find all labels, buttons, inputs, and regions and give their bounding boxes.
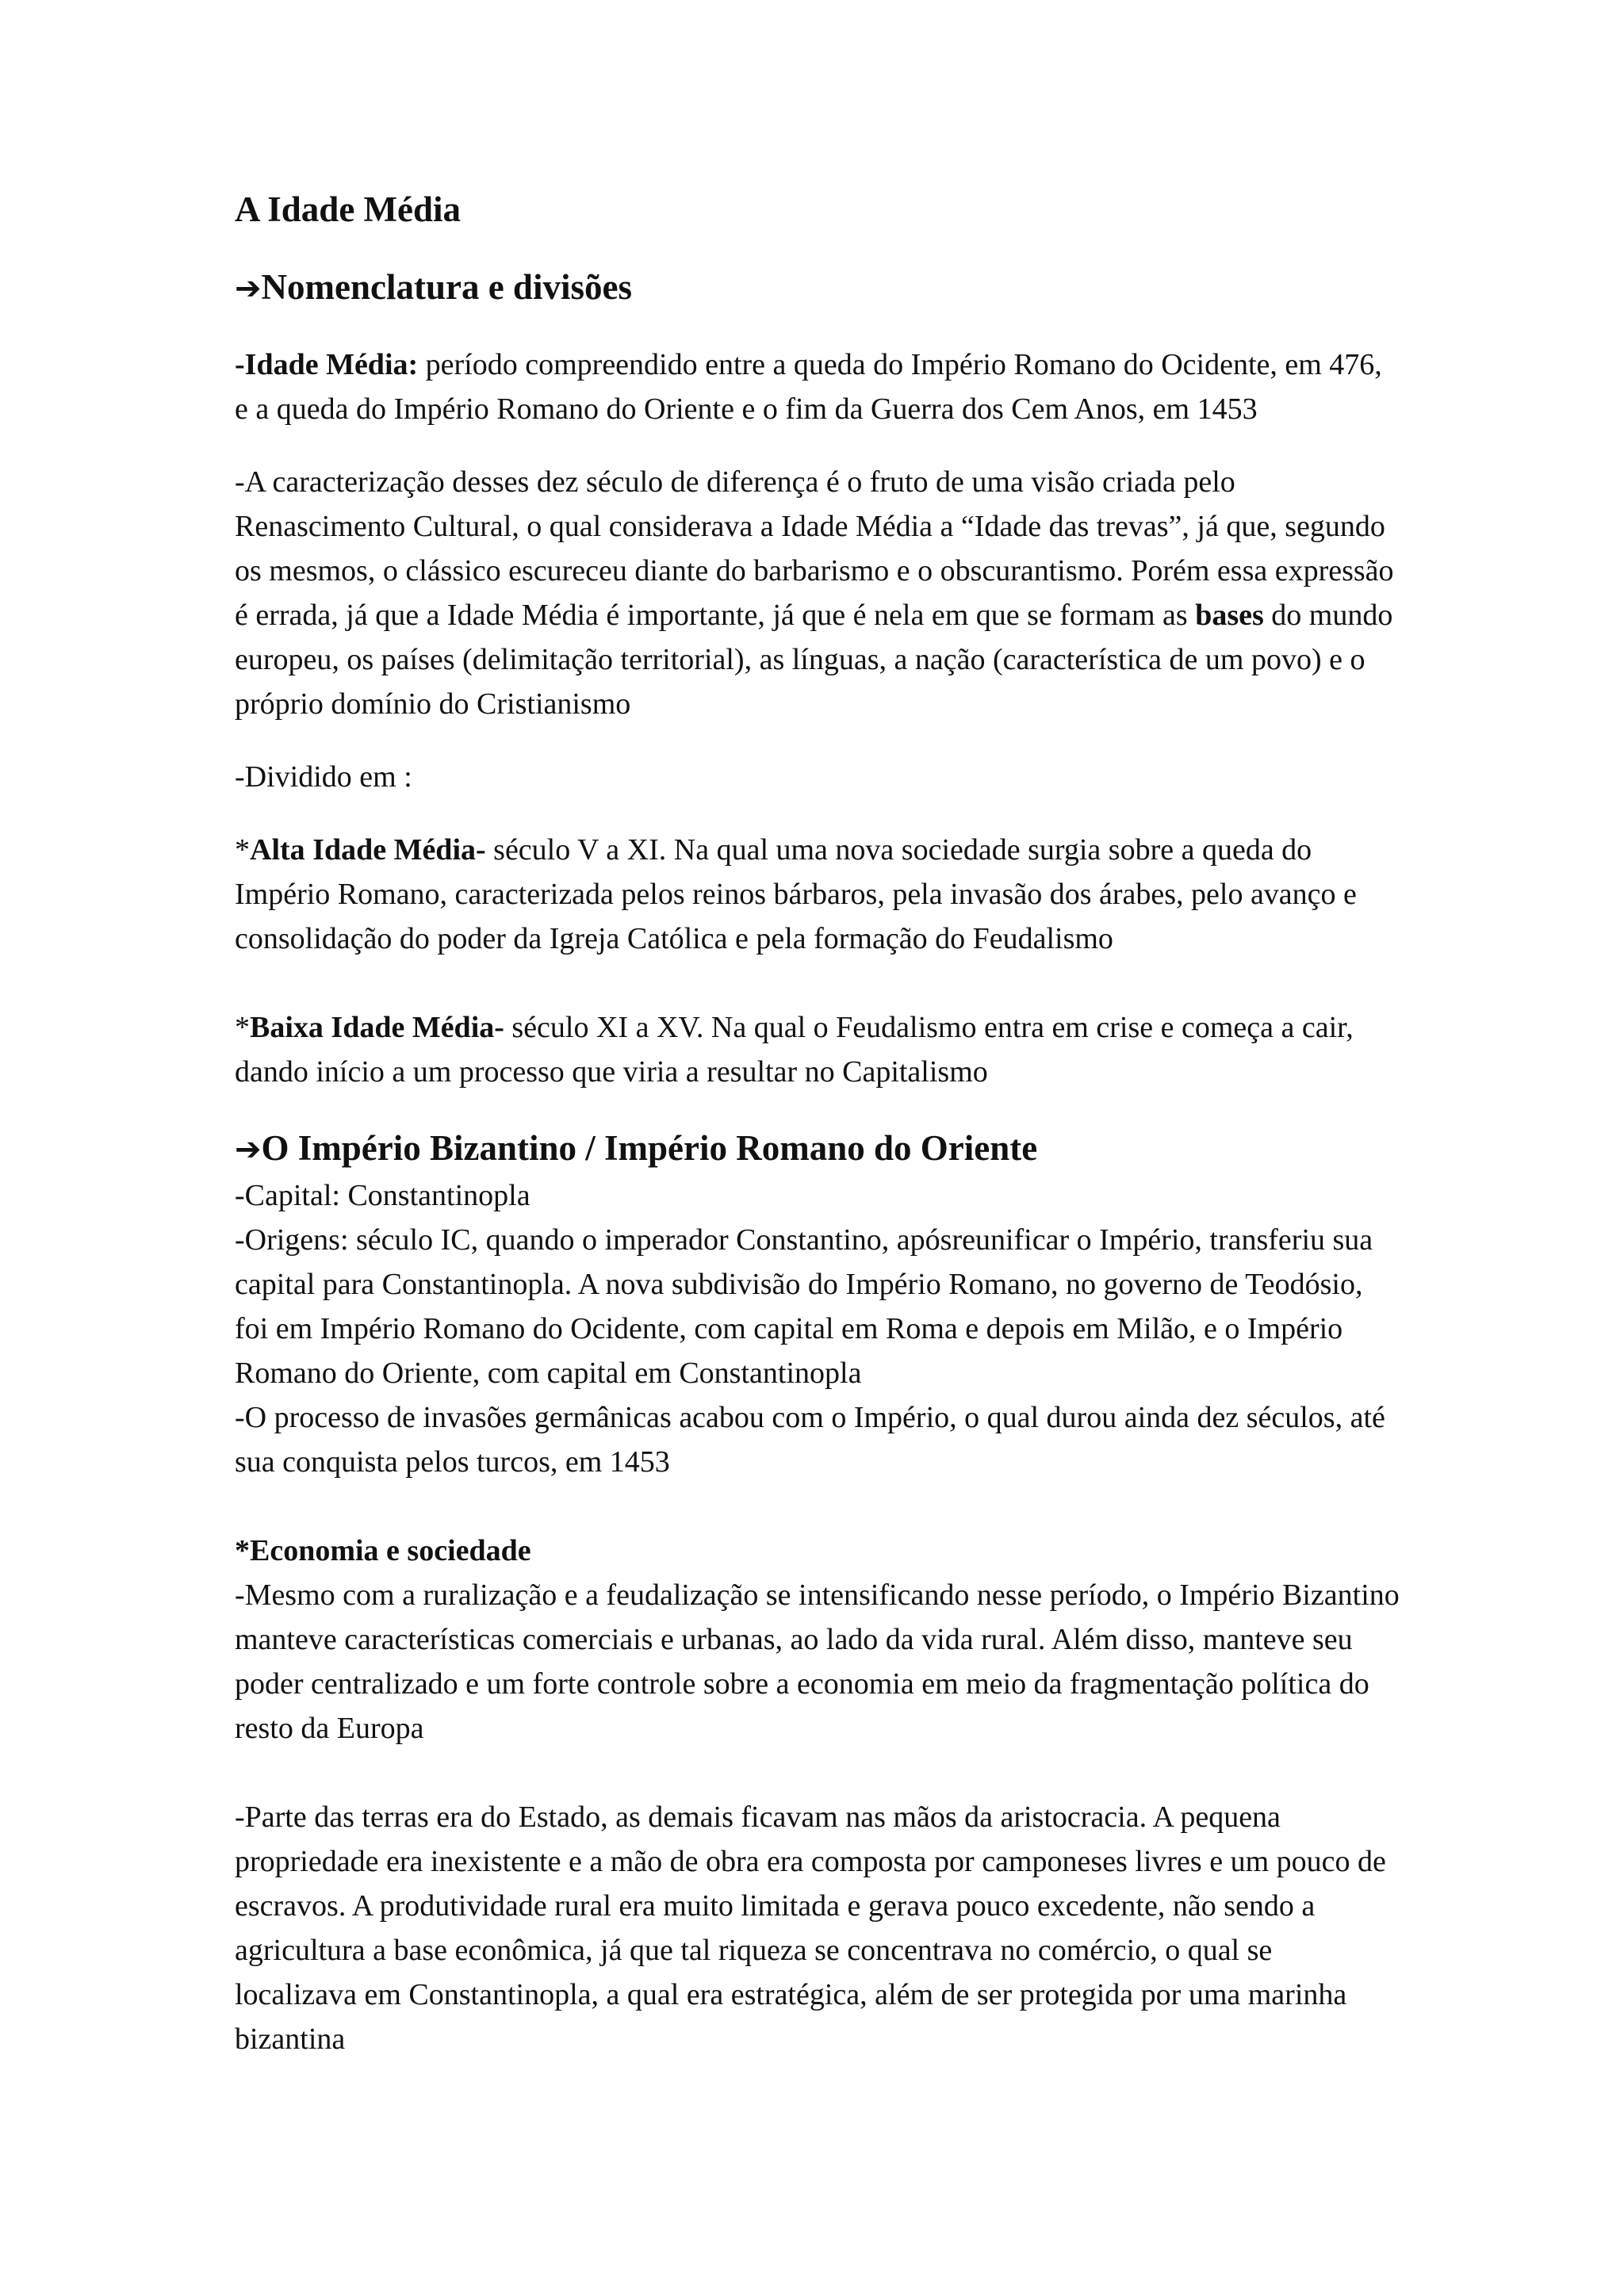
subheading-economia [235, 1529, 1400, 1573]
term-bold: Baixa Idade Média- [250, 1011, 504, 1044]
term-bold: bases [1195, 599, 1264, 632]
paragraph-terras: -Parte das terras era do Estado, as demais ficavam nas mãos da aristocracia. A pequena propriedade era inexistente e a mão de obra era composta por camponeses livres e um pouco de escravos. A produtividade rural era muito limitada e gerava pouco excedente, não sendo a agricultura a base econômica, já que tal riqueza se concentrava no comércio, o qual se localizava em Constantinopla, a qual era estratégica, além de ser protegida por uma marinha bizantina [235, 1800, 1386, 2056]
section-heading-bizantino [235, 1124, 1400, 1173]
section-heading-text: Nomenclatura e divisões [261, 267, 632, 307]
paragraph-text: século XI a XV. Na qual o Feudalismo entra em crise e começa a cair, dando início a um processo que viria a resultar no Capitalismo [235, 1011, 1354, 1089]
bullet-star: * [235, 1011, 250, 1044]
paragraph-text: período compreendido entre a queda do Império Romano do Ocidente, em 476, e a queda do Império Romano do Oriente e o fim da Guerra dos Cem Anos, em 1453 [235, 348, 1382, 426]
section-heading-text: O Império Bizantino / Império Romano do Oriente [261, 1128, 1038, 1168]
subheading-text: *Economia e sociedade [235, 1534, 531, 1567]
paragraph-origens: -Origens: século IC, quando o imperador Constantino, apósreunificar o Império, transferiu sua capital para Constantinopla. A nova subdivisão do Império Romano, no governo de Teodósio, foi em Império Romano do Ocidente, com capital em Roma e depois em Milão, e o Império Romano do Oriente, com capital em Constantinopla [235, 1223, 1373, 1390]
paragraph-text: século V a XI. Na qual uma nova sociedade surgia sobre a queda do Império Romano, caracterizada pelos reinos bárbaros, pela invasão dos árabes, pelo avanço e consolidação do poder da Igreja Católica e pela formação do Feudalismo [235, 833, 1357, 955]
paragraph-invasoes: -O processo de invasões germânicas acabou com o Império, o qual durou ainda dez séculos, até sua conquista pelos turcos, em 1453 [235, 1401, 1385, 1479]
arrow-right-icon: ➔ [235, 270, 262, 307]
paragraph-alta-idade-media [235, 828, 1400, 961]
paragraph-baixa-idade-media [235, 1005, 1400, 1094]
paragraph-characterization [235, 460, 1400, 726]
term-bold: Alta Idade Média- [250, 833, 486, 867]
paragraph-divided: -Dividido em : [235, 760, 412, 794]
section-heading-nomenclatura [235, 263, 1400, 312]
document-title: A Idade Média [235, 189, 462, 229]
bullet-star: * [235, 833, 250, 867]
paragraph-text: -A caracterização desses dez século de diferença é o fruto de uma visão criada pelo Renascimento Cultural, o qual considerava a Idade Média a “Idade das trevas”, já que, segundo os mesmos, o clássico escureceu diante do barbarismo e o obscurantismo. Porém essa expressão é errada, já que a Idade Média é importante, já que é nela em que se formam as [235, 465, 1394, 632]
arrow-right-icon: ➔ [235, 1131, 262, 1168]
paragraph-economia: -Mesmo com a ruralização e a feudalização se intensificando nesse período, o Império Bizantino manteve características comerciais e urbanas, ao lado da vida rural. Além disso, manteve seu poder centralizado e um forte controle sobre a economia em meio da fragmentação política do resto da Europa [235, 1578, 1400, 1745]
paragraph-text: do mundo europeu, os países (delimitação territorial), as línguas, a nação (característica de um povo) e o próprio domínio do Cristianismo [235, 599, 1393, 721]
term-bold: -Idade Média: [235, 348, 419, 381]
line-capital: -Capital: Constantinopla [235, 1179, 530, 1212]
document-body [235, 186, 1400, 2061]
paragraph-definition [235, 342, 1400, 431]
